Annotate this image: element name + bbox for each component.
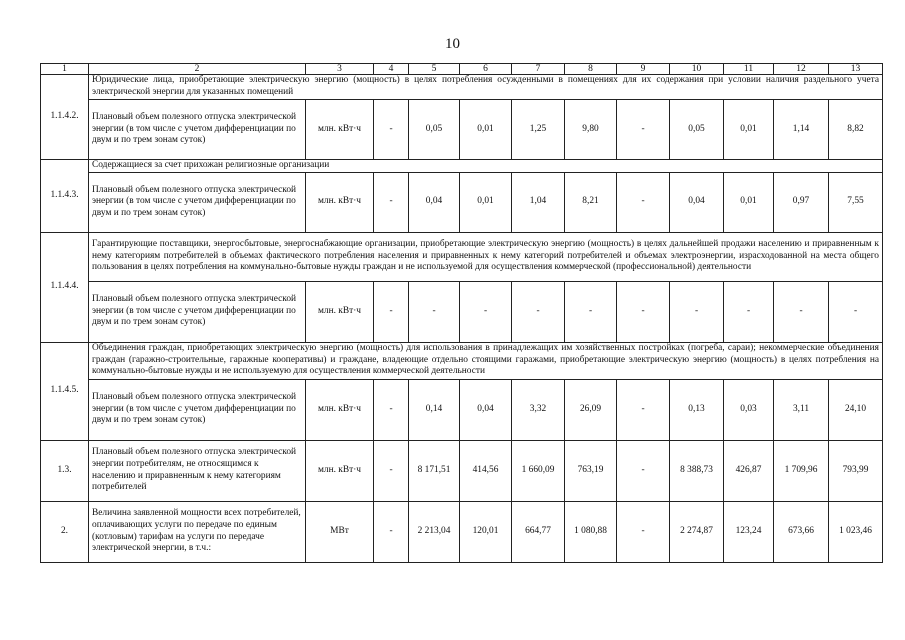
row-number: 1.1.4.4. bbox=[41, 232, 89, 342]
col-header: 11 bbox=[724, 64, 774, 75]
value-cell: - bbox=[724, 281, 774, 342]
value-cell: - bbox=[512, 281, 565, 342]
section-description-row bbox=[41, 342, 883, 379]
unit-cell: млн. кВт·ч bbox=[306, 172, 374, 232]
value-cell: 793,99 bbox=[829, 440, 883, 501]
value-cell: 1 023,46 bbox=[829, 501, 883, 562]
value-cell: - bbox=[374, 172, 409, 232]
value-cell: 0,04 bbox=[409, 172, 460, 232]
section-description-row bbox=[41, 75, 883, 100]
section-description-row bbox=[41, 160, 883, 173]
indicator-name: Плановый объем полезного отпуска электрической энергии (в том числе с учетом дифференциации по двум и по трем зонам суток) bbox=[89, 172, 306, 232]
col-header: 5 bbox=[409, 64, 460, 75]
value-cell: 0,05 bbox=[409, 100, 460, 160]
col-header: 1 bbox=[41, 64, 89, 75]
value-cell: 3,11 bbox=[774, 379, 829, 440]
col-header: 6 bbox=[460, 64, 512, 75]
col-header: 2 bbox=[89, 64, 306, 75]
col-header: 9 bbox=[617, 64, 670, 75]
indicator-name: Плановый объем полезного отпуска электрической энергии (в том числе с учетом дифференциации по двум и по трем зонам суток) bbox=[89, 100, 306, 160]
value-cell: 24,10 bbox=[829, 379, 883, 440]
value-cell: - bbox=[374, 281, 409, 342]
value-cell: - bbox=[617, 100, 670, 160]
value-cell: - bbox=[617, 501, 670, 562]
unit-cell: млн. кВт·ч bbox=[306, 440, 374, 501]
indicator-name: Плановый объем полезного отпуска электрической энергии (в том числе с учетом дифференциации по двум и по трем зонам суток) bbox=[89, 281, 306, 342]
value-cell: - bbox=[617, 379, 670, 440]
value-cell: - bbox=[829, 281, 883, 342]
value-cell: 120,01 bbox=[460, 501, 512, 562]
value-cell: 2 274,87 bbox=[670, 501, 724, 562]
col-header: 4 bbox=[374, 64, 409, 75]
value-cell: 0,04 bbox=[460, 379, 512, 440]
value-cell: 0,05 bbox=[670, 100, 724, 160]
indicator-name: Величина заявленной мощности всех потребителей, оплачивающих услуги по передаче по единым (котловым) тарифам на услуги по передаче электрической энергии, в т.ч.: bbox=[89, 501, 306, 562]
value-cell: 763,19 bbox=[565, 440, 617, 501]
value-cell: 414,56 bbox=[460, 440, 512, 501]
value-cell: 8,82 bbox=[829, 100, 883, 160]
col-header: 13 bbox=[829, 64, 883, 75]
value-cell: 1 080,88 bbox=[565, 501, 617, 562]
unit-cell: млн. кВт·ч bbox=[306, 379, 374, 440]
value-cell: - bbox=[774, 281, 829, 342]
value-cell: 7,55 bbox=[829, 172, 883, 232]
value-cell: 3,32 bbox=[512, 379, 565, 440]
row-number: 1.3. bbox=[41, 440, 89, 501]
value-cell: 26,09 bbox=[565, 379, 617, 440]
unit-cell: млн. кВт·ч bbox=[306, 100, 374, 160]
row-number: 1.1.4.3. bbox=[41, 160, 89, 233]
col-header: 12 bbox=[774, 64, 829, 75]
value-cell: 673,66 bbox=[774, 501, 829, 562]
column-number-row bbox=[41, 64, 883, 75]
value-cell: 1,25 bbox=[512, 100, 565, 160]
tariff-table bbox=[40, 63, 883, 563]
row-number: 1.1.4.2. bbox=[41, 75, 89, 160]
table-row bbox=[41, 379, 883, 440]
section-description: Гарантирующие поставщики, энергосбытовые, энергоснабжающие организации, приобретающие электрическую энергию (мощность) в целях дальнейшей продажи населению и приравненным к нему категориям потребителей в объемах фактического потребления населения и приравненных к нему категорий потребителей и объемах электроэнергии, израсходованной на места общего пользования в целях потребления на коммунально-бытовые нужды граждан и не используемой для осуществления коммерческой (профессиональной) деятельности bbox=[89, 232, 883, 281]
section-description-row bbox=[41, 232, 883, 281]
value-cell: 0,01 bbox=[724, 172, 774, 232]
row-number: 1.1.4.5. bbox=[41, 342, 89, 440]
value-cell: 426,87 bbox=[724, 440, 774, 501]
value-cell: 1 660,09 bbox=[512, 440, 565, 501]
value-cell: 0,04 bbox=[670, 172, 724, 232]
value-cell: 1,04 bbox=[512, 172, 565, 232]
value-cell: 8 388,73 bbox=[670, 440, 724, 501]
table-row bbox=[41, 100, 883, 160]
value-cell: - bbox=[374, 100, 409, 160]
unit-cell: млн. кВт·ч bbox=[306, 281, 374, 342]
table-row bbox=[41, 440, 883, 501]
value-cell: 2 213,04 bbox=[409, 501, 460, 562]
value-cell: 0,14 bbox=[409, 379, 460, 440]
value-cell: - bbox=[374, 440, 409, 501]
row-number: 2. bbox=[41, 501, 89, 562]
section-description: Юридические лица, приобретающие электрическую энергию (мощность) в целях потребления осужденными в помещениях для их содержания при условии наличия раздельного учета электрической энергии для указанных помещений bbox=[89, 75, 883, 100]
value-cell: 664,77 bbox=[512, 501, 565, 562]
col-header: 3 bbox=[306, 64, 374, 75]
section-description: Объединения граждан, приобретающих электрическую энергию (мощность) для использования в принадлежащих им хозяйственных постройках (погреба, сараи); некоммерческие объединения граждан (гаражно-строительные, гаражные кооперативы) и граждане, владеющие отдельно стоящими гаражами, приобретающие электрическую энергию (мощность) в целях потребления на коммунально-бытовые нужды и не используемую для осуществления коммерческой деятельности bbox=[89, 342, 883, 379]
value-cell: 1 709,96 bbox=[774, 440, 829, 501]
value-cell: - bbox=[670, 281, 724, 342]
value-cell: 9,80 bbox=[565, 100, 617, 160]
value-cell: 0,03 bbox=[724, 379, 774, 440]
table-row bbox=[41, 172, 883, 232]
value-cell: 123,24 bbox=[724, 501, 774, 562]
value-cell: - bbox=[617, 440, 670, 501]
value-cell: 0,13 bbox=[670, 379, 724, 440]
table-row bbox=[41, 501, 883, 562]
value-cell: 0,01 bbox=[460, 100, 512, 160]
value-cell: 0,01 bbox=[724, 100, 774, 160]
value-cell: 0,97 bbox=[774, 172, 829, 232]
value-cell: - bbox=[460, 281, 512, 342]
col-header: 7 bbox=[512, 64, 565, 75]
value-cell: - bbox=[374, 379, 409, 440]
value-cell: - bbox=[565, 281, 617, 342]
table-row bbox=[41, 281, 883, 342]
value-cell: - bbox=[374, 501, 409, 562]
col-header: 8 bbox=[565, 64, 617, 75]
unit-cell: МВт bbox=[306, 501, 374, 562]
section-description: Содержащиеся за счет прихожан религиозные организации bbox=[89, 160, 883, 173]
value-cell: - bbox=[617, 172, 670, 232]
indicator-name: Плановый объем полезного отпуска электрической энергии потребителям, не относящимся к населению и приравненным к нему категориям потребителей bbox=[89, 440, 306, 501]
value-cell: - bbox=[409, 281, 460, 342]
page-number: 10 bbox=[445, 36, 460, 52]
value-cell: 8 171,51 bbox=[409, 440, 460, 501]
value-cell: 1,14 bbox=[774, 100, 829, 160]
indicator-name: Плановый объем полезного отпуска электрической энергии (в том числе с учетом дифференциации по двум и по трем зонам суток) bbox=[89, 379, 306, 440]
value-cell: - bbox=[617, 281, 670, 342]
value-cell: 8,21 bbox=[565, 172, 617, 232]
col-header: 10 bbox=[670, 64, 724, 75]
value-cell: 0,01 bbox=[460, 172, 512, 232]
